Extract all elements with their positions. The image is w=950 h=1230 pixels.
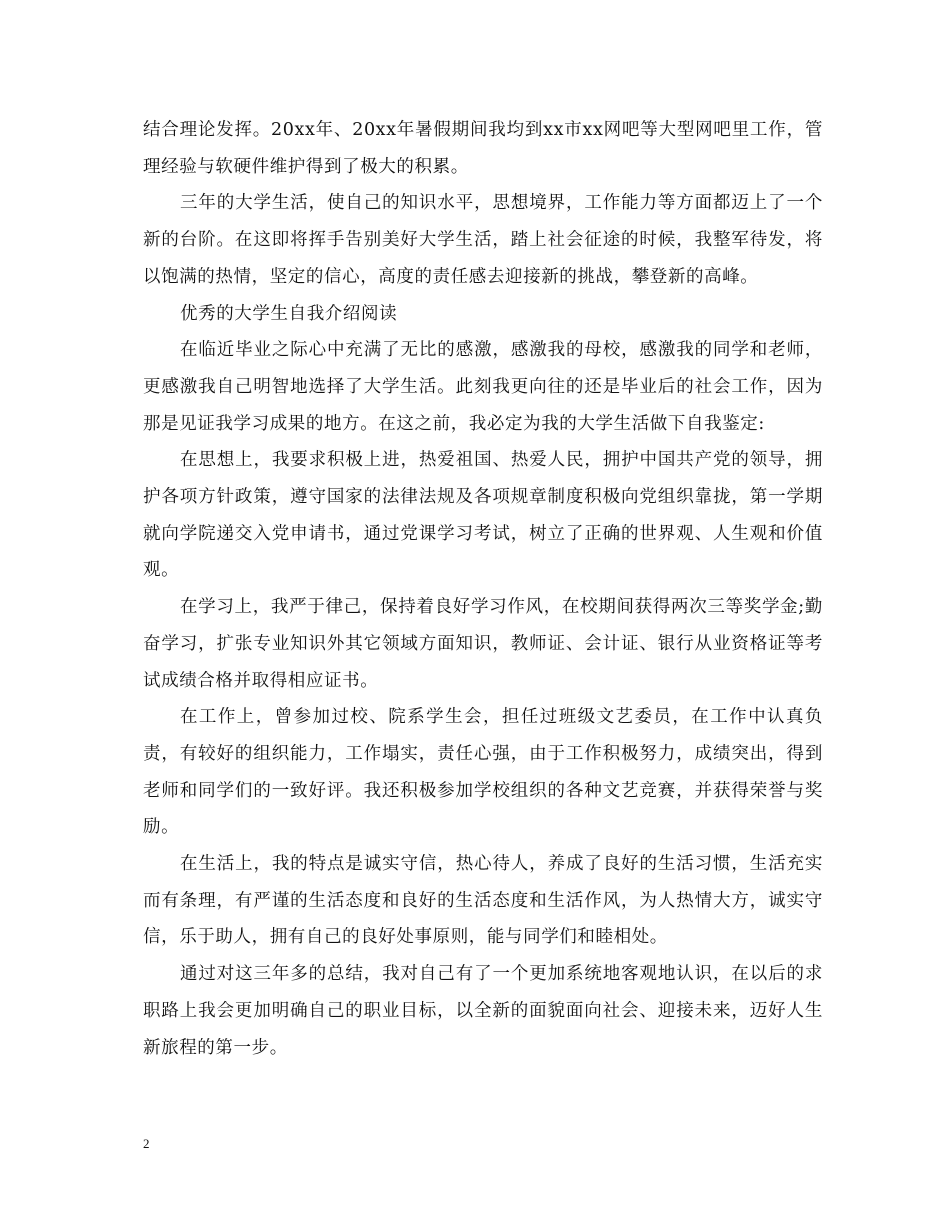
page-number: 2: [143, 1136, 150, 1151]
paragraph-5: 在学习上，我严于律己，保持着良好学习作风，在校期间获得两次三等奖学金;勤奋学习，扩张专业知识外其它领域方面知识，教师证、会计证、银行从业资格证等考试成绩合格并取得相应证书。: [143, 597, 823, 691]
paragraph-7: 在生活上，我的特点是诚实守信，热心待人，养成了良好的生活习惯，生活充实而有条理，有严谨的生活态度和良好的生活态度和生活作风，为人热情大方，诚实守信，乐于助人，拥有自己的良好处事原则，能与同学们和睦相处。: [143, 854, 823, 948]
section-heading: 优秀的大学生自我介绍阅读: [180, 303, 398, 324]
paragraph-1: 结合理论发挥。20xx年、20xx年暑假期间我均到xx市xx网吧等大型网吧里工作，管理经验与软硬件维护得到了极大的积累。: [143, 120, 823, 177]
document-body: [143, 112, 823, 1066]
paragraph-4: 在思想上，我要求积极上进，热爱祖国、热爱人民，拥护中国共产党的领导，拥护各项方针政策，遵守国家的法律法规及各项规章制度积极向党组织靠拢，第一学期就向学院递交入党申请书，通过党课学习考试，树立了正确的世界观、人生观和价值观。: [143, 450, 823, 581]
paragraph-6: 在工作上，曾参加过校、院系学生会，担任过班级文艺委员，在工作中认真负责，有较好的组织能力，工作塌实，责任心强，由于工作积极努力，成绩突出，得到老师和同学们的一致好评。我还积极参加学校组织的各种文艺竞赛，并获得荣誉与奖励。: [143, 707, 823, 838]
paragraph-2: 三年的大学生活，使自己的知识水平，思想境界，工作能力等方面都迈上了一个新的台阶。在这即将挥手告别美好大学生活，踏上社会征途的时候，我整军待发，将以饱满的热情，坚定的信心，高度的责任感去迎接新的挑战，攀登新的高峰。: [143, 193, 823, 287]
paragraph-8: 通过对这三年多的总结，我对自己有了一个更加系统地客观地认识，在以后的求职路上我会更加明确自己的职业目标，以全新的面貌面向社会、迎接未来，迈好人生新旅程的第一步。: [143, 964, 823, 1058]
paragraph-3: 在临近毕业之际心中充满了无比的感激，感激我的母校，感激我的同学和老师，更感激我自己明智地选择了大学生活。此刻我更向往的还是毕业后的社会工作，因为那是见证我学习成果的地方。在这之前，我必定为我的大学生活做下自我鉴定:: [143, 340, 823, 434]
